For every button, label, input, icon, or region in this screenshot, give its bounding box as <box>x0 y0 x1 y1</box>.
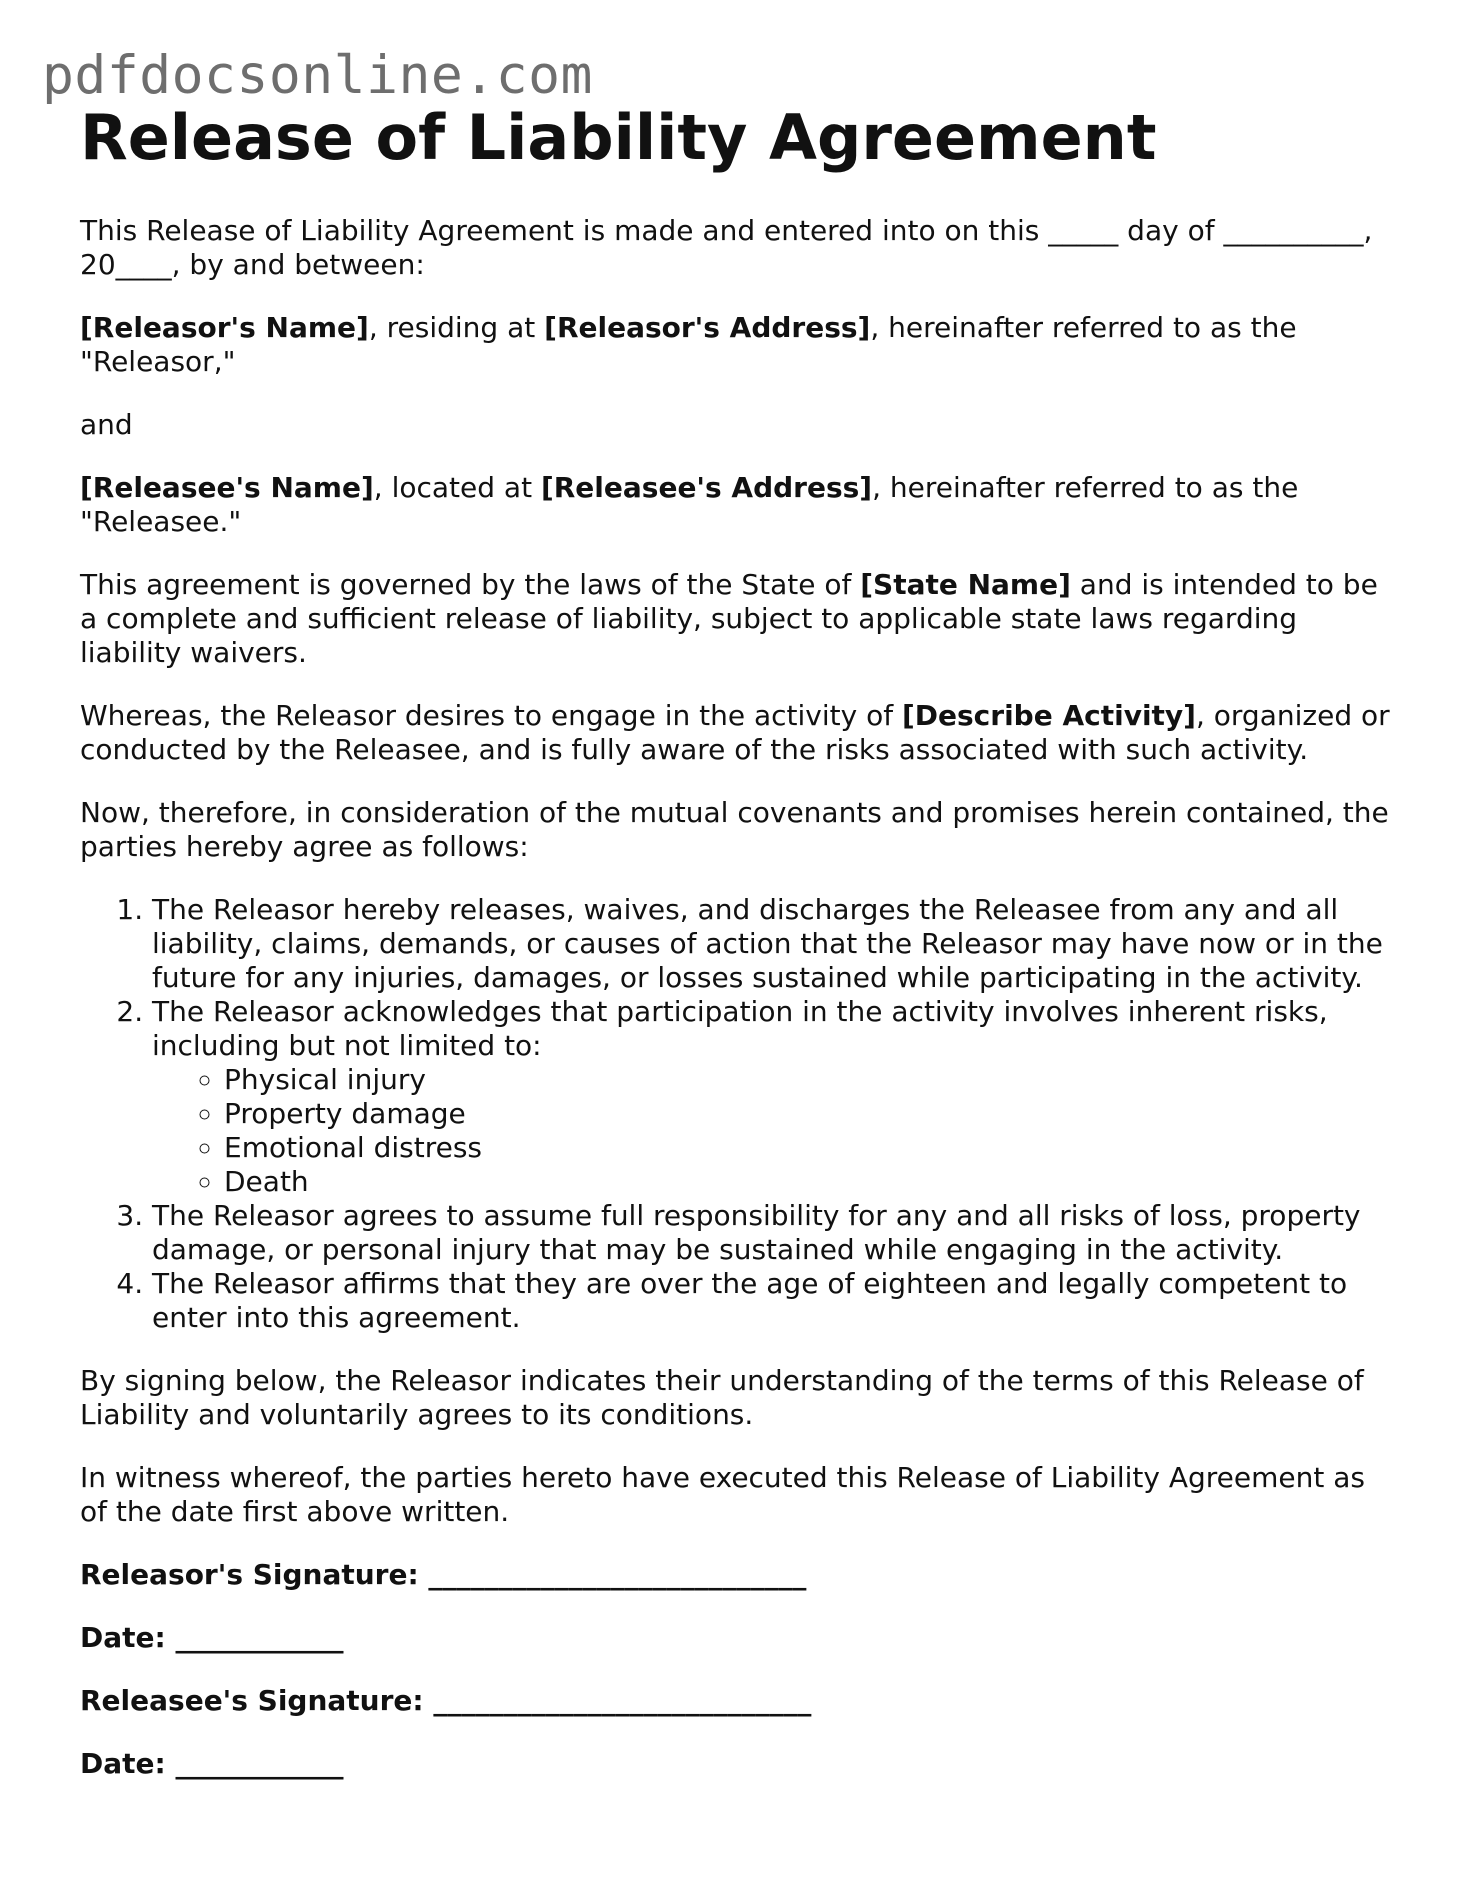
releasee-date-line[interactable] <box>80 1747 1400 1781</box>
releasee-address-placeholder: [Releasee's Address] <box>540 471 873 504</box>
governing-law-paragraph <box>80 568 1400 670</box>
by-signing-paragraph: By signing below, the Releasor indicates their understanding of the terms of this Release of Liability and voluntarily agrees to its conditions. <box>80 1364 1364 1431</box>
releasor-date-line[interactable] <box>80 1621 1400 1655</box>
risk-item: ◦ Physical injury <box>224 1063 1400 1097</box>
intro-paragraph: This Release of Liability Agreement is made and entered into on this _____ day of __________, 20____, by and between: <box>80 214 1373 281</box>
witness-paragraph: In witness whereof, the parties hereto have executed this Release of Liability Agreement as of the date first above written. <box>80 1461 1365 1528</box>
releasor-signature-label: Releasor's Signature: ___________________________ <box>80 1558 807 1591</box>
governing-pre-text: This agreement is governed by the laws of the State of <box>80 568 861 601</box>
now-therefore-paragraph: Now, therefore, in consideration of the mutual covenants and promises herein contained, the parties hereby agree as follows: <box>80 796 1389 863</box>
releasor-signature-line[interactable] <box>80 1558 1400 1592</box>
releasee-name-placeholder: [Releasee's Name] <box>80 471 374 504</box>
releasee-tail-text: , hereinafter referred to as the "Releasee." <box>80 471 1299 538</box>
document-body <box>80 96 1400 1810</box>
term-item: 4. The Releasor affirms that they are over the age of eighteen and legally competent to enter into this agreement. <box>152 1267 1400 1335</box>
releasee-date-label: Date: ____________ <box>80 1747 344 1780</box>
risks-list <box>152 1063 1400 1199</box>
terms-list <box>80 893 1400 1335</box>
term-item: 3. The Releasor agrees to assume full responsibility for any and all risks of loss, property damage, or personal injury that may be sustained while engaging in the activity. <box>152 1199 1400 1267</box>
risk-item: ◦ Property damage <box>224 1097 1400 1131</box>
site-watermark: pdfdocsonline.com <box>42 45 593 106</box>
term-item: 1. The Releasor hereby releases, waives, and discharges the Releasee from any and all liability, claims, demands, or causes of action that the Releasor may have now or in the future for any injuries, damages, or losses sustained while participating in the activity. <box>152 893 1400 995</box>
releasee-mid-text: , located at <box>373 471 541 504</box>
releasor-date-label: Date: ____________ <box>80 1621 344 1654</box>
state-name-placeholder: [State Name] <box>860 568 1071 601</box>
whereas-post-text: , organized or conducted by the Releasee, and is fully aware of the risks associated with such activity. <box>80 699 1390 766</box>
releasor-address-placeholder: [Releasor's Address] <box>544 311 871 344</box>
releasor-name-placeholder: [Releasor's Name] <box>80 311 369 344</box>
whereas-paragraph <box>80 699 1400 767</box>
releasor-mid-text: , residing at <box>368 311 545 344</box>
term-2-text: The Releasor acknowledges that participation in the activity involves inherent risks, including but not limited to: <box>152 995 1328 1062</box>
page-title: Release of Liability Agreement <box>80 101 1157 174</box>
releasee-paragraph <box>80 471 1400 539</box>
and-text: and <box>80 408 133 441</box>
whereas-pre-text: Whereas, the Releasor desires to engage in the activity of <box>80 699 902 732</box>
releasor-paragraph <box>80 311 1400 379</box>
releasee-signature-line[interactable] <box>80 1684 1400 1718</box>
governing-post-text: and is intended to be a complete and sufficient release of liability, subject to applicable state laws regarding liability waivers. <box>80 568 1378 669</box>
activity-placeholder: [Describe Activity] <box>901 699 1196 732</box>
risk-item: ◦ Emotional distress <box>224 1131 1400 1165</box>
risk-item: ◦ Death <box>224 1165 1400 1199</box>
releasee-signature-label: Releasee's Signature: ___________________________ <box>80 1684 812 1717</box>
term-item <box>152 995 1400 1199</box>
releasor-tail-text: , hereinafter referred to as the "Releasor," <box>80 311 1297 378</box>
